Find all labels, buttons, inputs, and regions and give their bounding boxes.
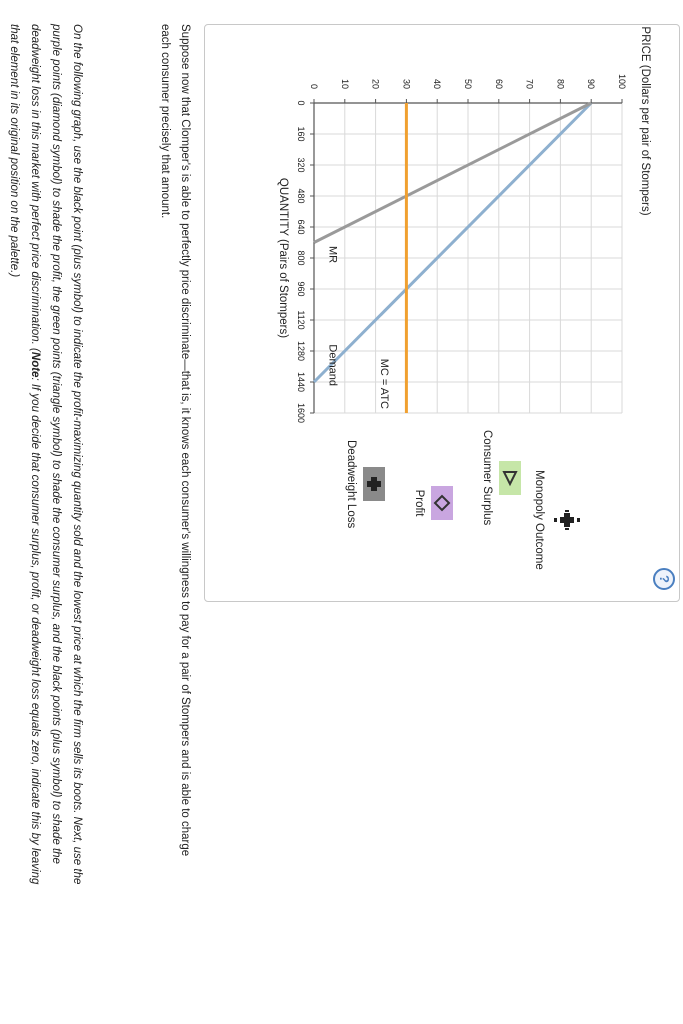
palette-profit[interactable]: [413, 486, 453, 520]
x-tick-label: 1120: [296, 310, 306, 330]
x-tick-label: 1600: [296, 402, 306, 424]
y-tick-label: 70: [524, 78, 535, 89]
mc-atc-curve-label: MC = ATC: [378, 358, 390, 409]
help-button[interactable]: ?: [653, 568, 675, 590]
note-label: Note: [29, 351, 41, 378]
y-tick-label: 10: [339, 78, 350, 89]
y-tick-label: 0: [309, 83, 319, 89]
diamond-icon: [431, 486, 453, 520]
intro-paragraph: Suppose now that Clomper's is able to perfectly price discriminate—that is, it knows each consumer's willingness to pay for a pair of Stompers and is able to charge each consumer precisely that amount.: [159, 24, 191, 857]
x-axis-title: QUANTITY (Pairs of Stompers): [277, 177, 289, 339]
x-tick-label: 1440: [296, 371, 306, 393]
y-tick-label: 100: [617, 73, 627, 89]
series-demand-line: [314, 103, 591, 382]
demand-curve-label: Demand: [326, 344, 339, 386]
palette-label: Profit: [413, 489, 425, 517]
plus-icon: [363, 467, 385, 501]
palette-label: Deadweight Loss: [345, 440, 357, 529]
grid: [314, 103, 622, 413]
x-tick-label: 480: [296, 188, 306, 204]
triangle-icon: [499, 461, 521, 495]
y-tick-label: 40: [432, 78, 443, 89]
y-tick-label: 30: [401, 78, 412, 89]
y-axis-title: PRICE (Dollars per pair of Stompers): [639, 26, 651, 216]
y-tick-label: 20: [370, 78, 381, 89]
x-tick-label: 0: [296, 100, 306, 106]
instructions-paragraph: [3, 24, 87, 894]
palette-deadweight-loss[interactable]: [345, 440, 385, 528]
y-tick-label: 80: [555, 78, 566, 89]
palette-label: Monopoly Outcome: [533, 470, 545, 570]
mr-curve-label: MR: [326, 245, 339, 264]
palette-label: Consumer Surplus: [481, 430, 493, 526]
x-tick-label: 320: [296, 157, 306, 173]
palette-consumer-surplus[interactable]: [481, 430, 521, 525]
x-tick-label: 160: [296, 126, 306, 142]
y-tick-label: 50: [463, 78, 473, 89]
axes: [296, 74, 627, 423]
y-tick-label: 60: [493, 78, 504, 89]
x-tick-label: 960: [296, 281, 306, 297]
x-tick-label: 1280: [296, 340, 306, 362]
y-tick-label: 90: [586, 78, 597, 89]
palette-monopoly-outcome[interactable]: [533, 470, 583, 570]
instructions-part2: : If you decide that consumer surplus, profit, or deadweight loss equals zero, indicate this by leaving that element in its original position on the palette.): [8, 24, 41, 885]
instructions-part1: On the following graph, use the black point (plus symbol) to indicate the profit-maximizing quantity sold and the lowest price at which the firm sells its boots. Next, use the purple points (diamond symbol) to shade the profit, the green points (triangle symbol) to shade the consumer surplus, and the black points (plus symbol) to shade the deadweight loss in this market with perfect price discrimination. (: [29, 24, 83, 885]
x-tick-label: 800: [296, 250, 306, 266]
chart: [277, 24, 680, 444]
x-tick-label: 640: [296, 219, 306, 235]
series-mr-line: [314, 103, 591, 243]
plus-point-icon: [551, 509, 583, 531]
